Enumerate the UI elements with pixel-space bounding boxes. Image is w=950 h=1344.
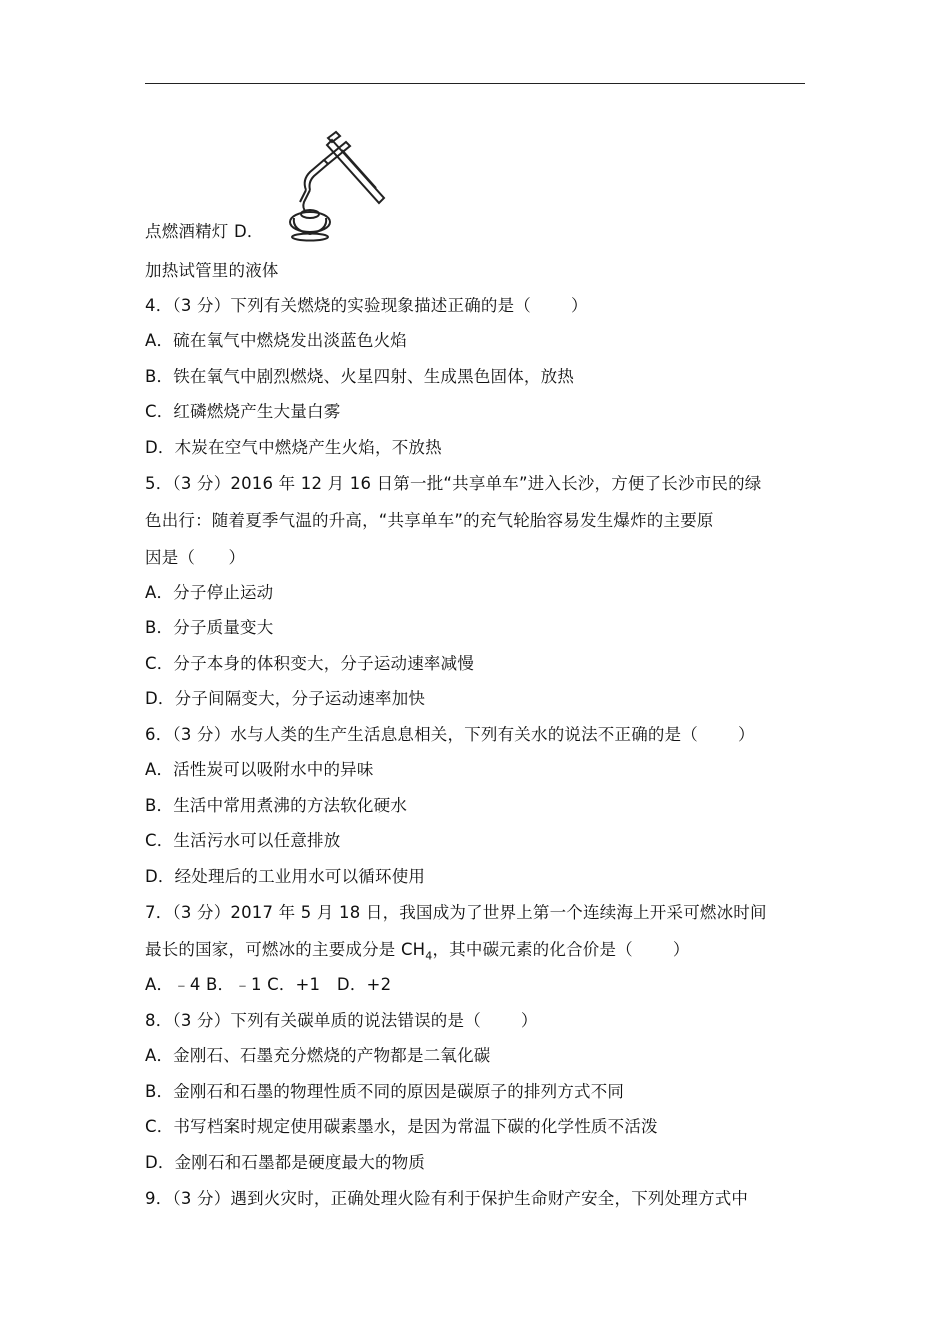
q6-option-c: C．生活污水可以任意排放 [145,831,341,850]
q9-stem-line1: 9．（3 分）遇到火灾时，正确处理火险有利于保护生命财产安全，下列处理方式中 [145,1189,749,1208]
q6-stem: 6．（3 分）水与人类的生产生活息息相关，下列有关水的说法不正确的是（ ） [145,725,755,744]
q5-stem-line3: 因是（ ） [145,548,246,567]
q4-option-d: D．木炭在空气中燃烧产生火焰，不放热 [145,438,442,457]
q5-stem-line1: 5．（3 分）2016 年 12 月 16 日第一批“共享单车”进入长沙，方便了长沙市民的绿 [145,474,762,493]
q5-option-a: A．分子停止运动 [145,583,274,602]
q8-option-b: B．金刚石和石墨的物理性质不同的原因是碳原子的排列方式不同 [145,1082,625,1101]
q7-stem-line2: 最长的国家，可燃冰的主要成分是 $CH_4$，其中碳元素的化合价是（ ） [145,940,690,963]
header-rule [145,83,805,84]
q7-stem-line1: 7．（3 分）2017 年 5 月 18 日，我国成为了世界上第一个连续海上开采可燃冰时间 [145,903,767,922]
q4-option-a: A．硫在氧气中燃烧发出淡蓝色火焰 [145,331,407,350]
q6-option-d: D．经处理后的工业用水可以循环使用 [145,867,426,886]
q3-option-c-label: 点燃酒精灯 D． [145,222,264,241]
q6-option-a: A．活性炭可以吸附水中的异味 [145,760,374,779]
q8-stem: 8．（3 分）下列有关碳单质的说法错误的是（ ） [145,1011,538,1030]
q5-option-d: D．分子间隔变大，分子运动速率加快 [145,689,426,708]
q8-option-a: A．金刚石、石墨充分燃烧的产物都是二氧化碳 [145,1046,491,1065]
q4-option-c: C．红磷燃烧产生大量白雾 [145,402,341,421]
q8-option-c: C．书写档案时规定使用碳素墨水，是因为常温下碳的化学性质不活泼 [145,1117,658,1136]
q6-option-b: B．生活中常用煮沸的方法软化硬水 [145,796,408,815]
q5-option-b: B．分子质量变大 [145,618,274,637]
q5-stem-line2: 色出行：随着夏季气温的升高，“共享单车”的充气轮胎容易发生爆炸的主要原 [145,511,714,530]
q8-option-d: D．金刚石和石墨都是硬度最大的物质 [145,1153,426,1172]
q5-option-c: C．分子本身的体积变大，分子运动速率减慢 [145,654,475,673]
q4-option-b: B．铁在氧气中剧烈燃烧、火星四射、生成黑色固体，放热 [145,367,575,386]
q7-options: A．﹣4 B．﹣1 C．+1 D．+2 [145,975,392,994]
q4-stem: 4．（3 分）下列有关燃烧的实验现象描述正确的是（ ） [145,296,588,315]
q3-option-d-label: 加热试管里的液体 [145,261,279,280]
